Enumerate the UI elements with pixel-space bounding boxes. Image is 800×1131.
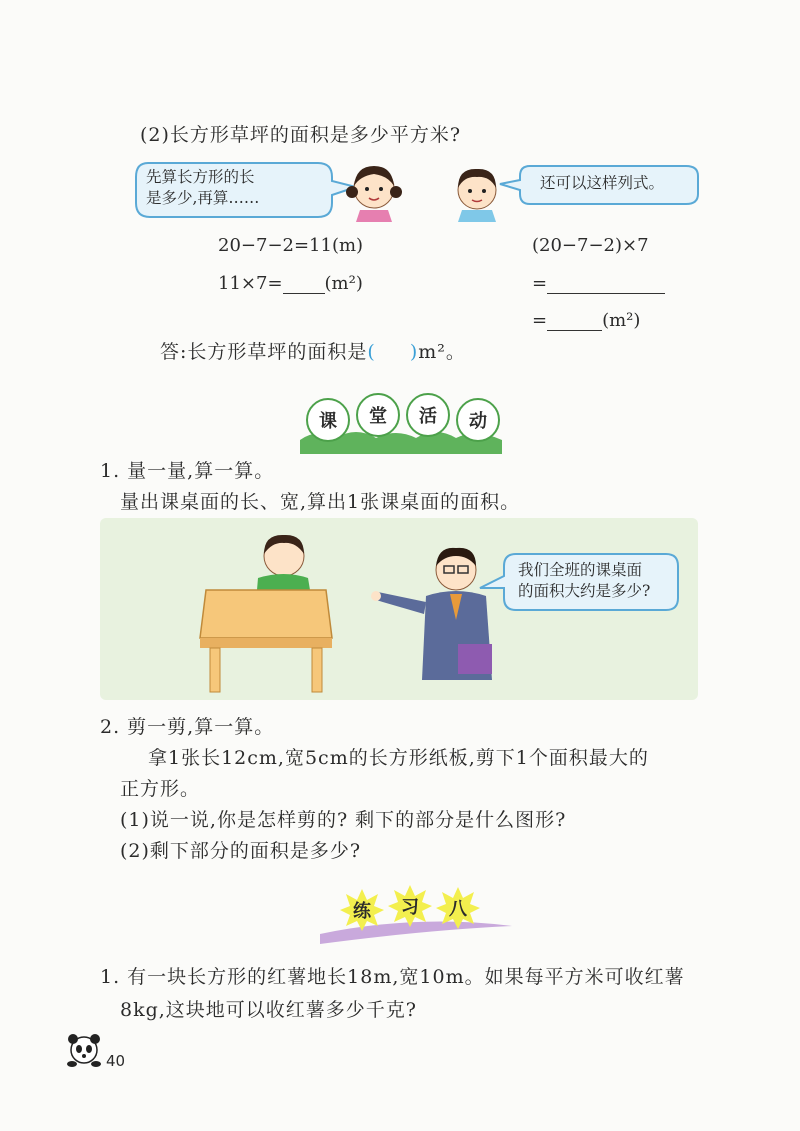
girl-bubble-text <box>146 167 259 209</box>
exercise-char-1-label: 练 <box>353 901 371 922</box>
student-at-desk-illustration <box>196 526 336 694</box>
activity1-text: 量出课桌面的长、宽,算出1张课桌面的面积。 <box>120 491 521 513</box>
answer-unit: m²。 <box>418 341 466 363</box>
girl-avatar <box>342 158 406 222</box>
question-2: (2)长方形草坪的面积是多少平方米? <box>140 124 462 146</box>
answer-blank-3[interactable] <box>547 312 602 331</box>
activity2-text-line1: 拿1张长12cm,宽5cm的长方形纸板,剪下1个面积最大的 <box>148 747 649 769</box>
activity1-title: 1. 量一量,算一算。 <box>100 460 275 482</box>
exercise1-line1: 1. 有一块长方形的红薯地长18m,宽10m。如果每平方米可收红薯 <box>100 966 685 988</box>
right-equation-2 <box>532 273 665 294</box>
right-eq2-equals: = <box>532 273 548 294</box>
left-eq2-unit: (m²) <box>324 273 363 294</box>
activity-char-2: 堂 <box>356 393 400 437</box>
activity-char-1: 课 <box>306 398 350 442</box>
answer-blank-2[interactable] <box>547 275 665 294</box>
teacher-bubble-line2: 的面积大约是多少? <box>518 582 651 600</box>
right-equation-3 <box>532 310 640 331</box>
answer-blank-1[interactable] <box>283 275 325 294</box>
boy-bubble-text: 还可以这样列式。 <box>540 174 665 192</box>
answer-prefix: 答:长方形草坪的面积是 <box>160 341 368 363</box>
activity2-question-1: (1)说一说,你是怎样剪的? 剩下的部分是什么图形? <box>120 809 567 831</box>
left-equation-1: 20−7−2=11(m) <box>218 235 364 256</box>
exercise-char-2-label: 习 <box>401 897 419 918</box>
right-eq3-unit: (m²) <box>602 310 641 331</box>
activity2-title: 2. 剪一剪,算一算。 <box>100 716 275 738</box>
answer-paren-left: ( <box>367 341 376 363</box>
exercise-char-3 <box>436 886 480 930</box>
answer-paren-right: ) <box>409 341 419 363</box>
right-equation-1: (20−7−2)×7 <box>532 235 649 256</box>
exercise-char-1 <box>340 888 384 932</box>
exercise-char-2 <box>388 884 432 928</box>
activity-char-3: 活 <box>406 393 450 437</box>
left-equation-2 <box>218 273 363 294</box>
exercise1-line2: 8kg,这块地可以收红薯多少千克? <box>120 999 417 1021</box>
activity2-question-2: (2)剩下部分的面积是多少? <box>120 840 362 862</box>
answer-line <box>160 337 466 364</box>
left-eq2-prefix: 11×7= <box>218 273 283 294</box>
activity2-text-line2: 正方形。 <box>120 778 201 800</box>
girl-bubble-line1: 先算长方形的长 <box>146 168 255 186</box>
page-number: 40 <box>106 1052 126 1070</box>
panda-icon <box>64 1030 104 1070</box>
teacher-bubble-text <box>518 560 650 602</box>
exercise-char-3-label: 八 <box>449 899 467 920</box>
girl-bubble-line2: 是多少,再算…… <box>146 189 260 207</box>
right-eq3-equals: = <box>532 310 548 331</box>
teacher-bubble-line1: 我们全班的课桌面 <box>518 561 643 579</box>
activity-char-4: 动 <box>456 398 500 442</box>
